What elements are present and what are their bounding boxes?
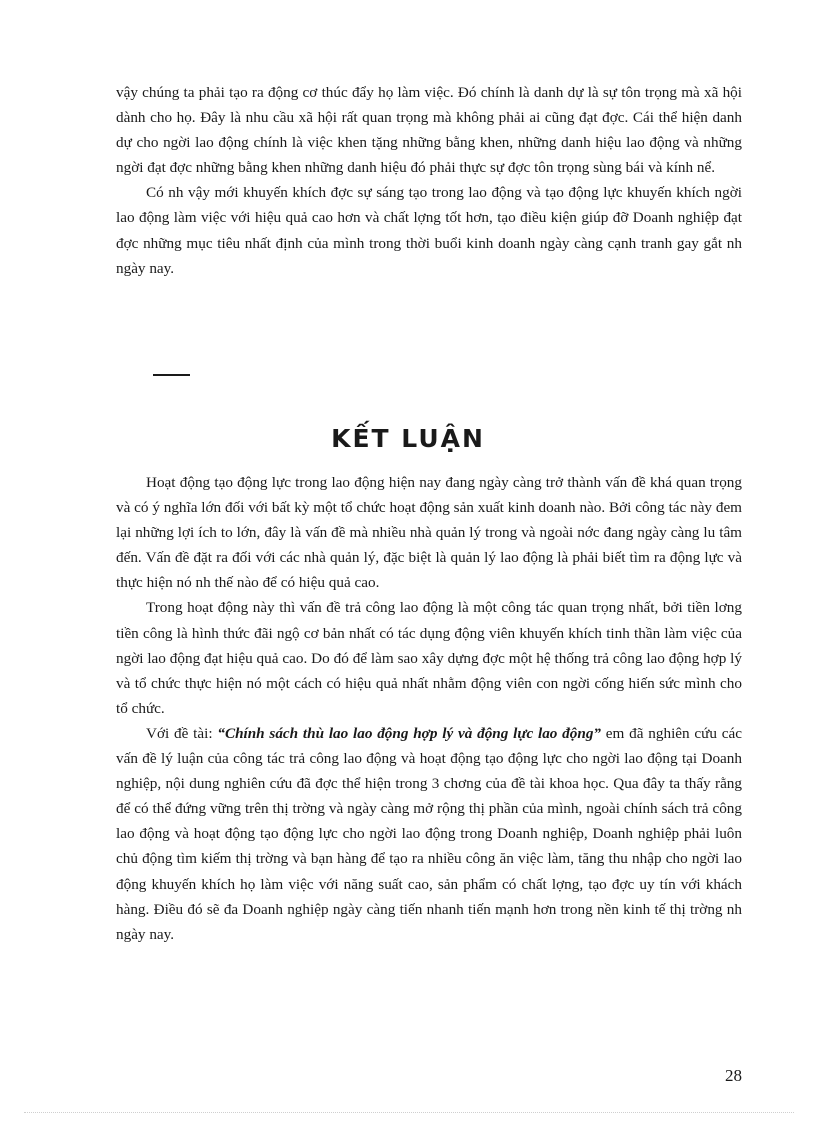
paragraph: Có nh vậy mới khuyến khích đợc sự sáng tạo trong lao động và tạo động lực khuyến khích ngời lao động làm việc với hiệu quả cao hơn và chất lợng tốt hơn, tạo điều kiện giúp đỡ Doanh nghiệp đạt đợc những mục tiêu nhất định của mình trong thời buổi kinh doanh ngày càng cạnh tranh gay gắt nh ngày nay. (116, 184, 742, 277)
page-number: 28 (725, 1066, 742, 1085)
paragraph: Trong hoạt động này thì vấn đề trả công lao động là một công tác quan trọng nhất, bởi tiền lơng tiền công là hình thức đãi ngộ cơ bản nhất có tác dụng động viên khuyến khích tinh thần làm việc của ngời lao động đạt hiệu quả cao. Do đó để làm sao xây dựng đợc một hệ thống trả công lao động hợp lý và tổ chức thực hiện nó một cách có hiệu quả nhất nhằm động viên con ngời cống hiến sức mình cho tổ chức. (116, 599, 742, 717)
section-divider (153, 374, 190, 376)
paragraph-lead: Với đề tài: (146, 724, 218, 742)
paragraph-rest: em đã nghiên cứu các vấn đề lý luận của công tác trả công lao động và hoạt động tạo động lực cho ngời lao động tại Doanh nghiệp, nội dung nghiên cứu đã đợc thể hiện trong 3 chơng của đề tài khoa học. Qua đây ta thấy rằng để có thể đứng vững trên thị trờng và ngày càng mở rộng thị phần của mình, ngoài chính sách trả công lao động và hoạt động tạo động lực cho ngời lao động trong Doanh nghiệp, Doanh nghiệp phải luôn chủ động tìm kiếm thị trờng và bạn hàng để tạo ra nhiều công ăn việc làm, tăng thu nhập cho ngời lao động khuyến khích họ làm việc với năng suất cao, sản phẩm có chất lợng, tạo đợc uy tín với khách hàng. Điều đó sẽ đa Doanh nghiệp ngày càng tiến nhanh tiến mạnh hơn trong nền kinh tế thị trờng nh ngày nay. (116, 724, 743, 943)
paragraph: Hoạt động tạo động lực trong lao động hiện nay đang ngày càng trở thành vấn đề khá quan trọng và có ý nghĩa lớn đối với bất kỳ một tổ chức hoạt động sản xuất kinh doanh nào. Bởi công tác này đem lại những lợi ích to lớn, đây là vấn đề mà nhiều nhà quản lý trong và ngoài nớc đang ngày càng lu tâm đến. Vấn đề đặt ra đối với các nhà quản lý, đặc biệt là quản lý lao động là phải biết tìm ra động lực và thực hiện nó nh thế nào để có hiệu quả cao. (116, 474, 742, 592)
paragraph (116, 721, 742, 947)
conclusion-text-block (116, 470, 742, 947)
section-heading: KẾT LUẬN (331, 424, 485, 453)
thesis-title: “Chính sách thù lao lao động hợp lý và động lực lao động” (217, 724, 602, 742)
intro-text-block (116, 80, 742, 281)
page-bottom-border (24, 1112, 794, 1113)
paragraph: vậy chúng ta phải tạo ra động cơ thúc đẩy họ làm việc. Đó chính là danh dự là sự tôn trọng mà xã hội dành cho họ. Đây là nhu cầu xã hội rất quan trọng mà không phải ai cũng đạt đợc. Cái thể hiện danh dự cho ngời lao động chính là việc khen tặng những bằng khen, những danh hiệu lao động và những ngời đạt đợc những bằng khen những danh hiệu đó phải thực sự đợc tôn trọng sùng bái và kính nể. (116, 84, 742, 177)
